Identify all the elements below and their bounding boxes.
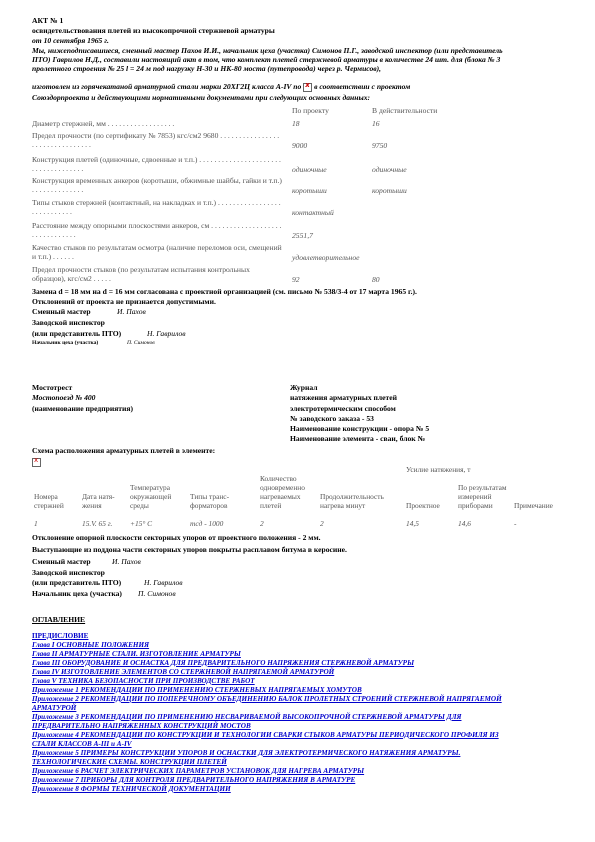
toc-link[interactable]: Приложение 5 ПРИМЕРЫ КОНСТРУКЦИИ УПОРОВ И ОСНАСТКИ ДЛЯ ЭЛЕКТРОТЕРМИЧЕСКОГО НАТЯЖЕНИЯ АРМАТУРЫ. ТЕХНОЛОГИЧЕСКИЕ СХЕМЫ. КОНСТРУКЦИИ ПЛЕТЕЙ: [32, 749, 461, 766]
broken-image-icon: [303, 83, 312, 92]
journal-title: Журнал: [290, 383, 318, 392]
toc-link[interactable]: Приложение 8 ФОРМЫ ТЕХНИЧЕСКОЙ ДОКУМЕНТАЦИИ: [32, 785, 231, 793]
journal-line-4: Наименование конструкции - опора № 5: [290, 424, 430, 433]
journal-line-3: № заводского заказа - 53: [290, 414, 374, 423]
toc-link[interactable]: Приложение 1 РЕКОМЕНДАЦИИ ПО ПРИМЕНЕНИЮ СТЕРЖНЕВЫХ НАПРЯГАЕМЫХ ХОМУТОВ: [32, 686, 362, 694]
act-row-project: 9000: [292, 141, 308, 150]
header-note: Примечание: [514, 500, 553, 510]
act-date: от 10 сентября 1965 г.: [32, 36, 109, 45]
sig-chief-name: П. Симонов: [127, 340, 155, 346]
toc-list: [32, 632, 512, 794]
act-row-actual: коротыши: [372, 186, 407, 195]
act-row-actual: 9750: [372, 141, 388, 150]
replacement-note: Замена d = 18 мм на d = 16 мм согласована с проектной организацией (см. письмо № 538/3-4 от 17 марта 1965 г.).: [32, 287, 417, 296]
j-sig-inspector-sub: (или представитель ПТО): [32, 578, 122, 587]
act-title: АКТ № 1: [32, 16, 64, 25]
journal-org: Мостотрест: [32, 383, 73, 392]
j-sig-chief-name: П. Симонов: [138, 589, 176, 598]
j-sig-master-name: И. Пахов: [112, 557, 141, 566]
journal-table: [32, 466, 572, 529]
act-row-label: Расстояние между опорными плоскостями анкеров, см . . . . . . . . . . . . . . . . . . . . . . . . . . . . . . .: [32, 221, 282, 240]
sig-inspector-label: Заводской инспектор: [32, 318, 105, 327]
act-row-project: 2551,7: [292, 231, 313, 240]
sig-inspector-sub: (или представитель ПТО): [32, 329, 122, 338]
toc-link[interactable]: Глава I ОСНОВНЫЕ ПОЛОЖЕНИЯ: [32, 641, 150, 649]
act-row-project: 92: [292, 275, 300, 284]
protrusion-note: Выступающие из поддона части секторных упоров покрыты расплавом битума в керосине.: [32, 545, 347, 554]
header-date: Дата натя-жения: [82, 491, 115, 510]
journal-line-2: электротермическим способом: [290, 404, 396, 413]
toc-link[interactable]: Глава II АРМАТУРНЫЕ СТАЛИ. ИЗГОТОВЛЕНИЕ АРМАТУРЫ: [32, 650, 241, 658]
sig-master-label: Сменный мастер: [32, 307, 91, 316]
sig-inspector-name: Н. Гаврилов: [147, 329, 186, 338]
act-row-project: одиночные: [292, 165, 327, 174]
toc-link[interactable]: Глава V ТЕХНИКА БЕЗОПАСНОСТИ ПРИ ПРОИЗВОДСТВЕ РАБОТ: [32, 677, 255, 685]
act-paragraph-2: изготовлен из горячекатаной арматурной стали марки 20ХГ2Ц класса А-IV по x в соответствии с проектом: [32, 82, 410, 92]
act-row-label: Качество стыков по результатам осмотра (наличие переломов оси, смещений и т.п.) . . . . . .: [32, 243, 282, 262]
act-row-actual: одиночные: [372, 165, 407, 174]
sig-chief-label: Начальник цеха (участка): [32, 340, 99, 346]
toc-link[interactable]: Приложение 4 РЕКОМЕНДАЦИИ ПО КОНСТРУКЦИИ И ТЕХНОЛОГИИ СВАРКИ СТЫКОВ АРМАТУРЫ ПЕРИОДИЧЕСКОГО ПРОФИЛЯ ИЗ СТАЛИ КЛАССОВ A-III и A-IV: [32, 731, 499, 748]
toc-link[interactable]: Приложение 2 РЕКОМЕНДАЦИИ ПО ПОПЕРЕЧНОМУ ОБЪЕДИНЕНИЮ БАЛОК ПРОЛЕТНЫХ СТРОЕНИЙ СТЕРЖНЕВОЙ НАПРЯГАЕМОЙ АРМАТУРОЙ: [32, 695, 502, 712]
toc-link[interactable]: Глава IV ИЗГОТОВЛЕНИЕ ЭЛЕМЕНТОВ СО СТЕРЖНЕВОЙ НАПРЯГАЕМОЙ АРМАТУРОЙ: [32, 668, 335, 676]
header-duration: Продолжительность нагрева минут: [320, 491, 384, 510]
act-row-actual: 16: [372, 119, 380, 128]
j-sig-inspector-name: Н. Гаврилов: [144, 578, 183, 587]
toc-heading: ОГЛАВЛЕНИЕ: [32, 615, 86, 624]
scheme-label: Схема расположения арматурных плетей в элементе:: [32, 446, 216, 455]
act-row-label: Конструкция плетей (одиночные, сдвоенные и т.п.) . . . . . . . . . . . . . . . . . . . . . . . . . . . . . . . . . . . .: [32, 155, 281, 174]
act-paragraph-1: Мы, нижеподписавшиеся, сменный мастер Пахов И.И., начальник цеха (участка) Симонов П.Г., заводской инспектор (или представитель ПТО) Гаврилов Н.Д., составили настоящий акт в том, что комплект плетей стержневой арматуры в количестве 24 шт. для (блока № 3 пролетного строения № 25 l = 24 м под нагрузку Н-30 и НК-80 моста (путепровода) через р. Чермисов),: [32, 46, 503, 74]
header-temp: Температура окружающей среды: [130, 482, 172, 510]
header-transformer: Типы транс-форматоров: [190, 491, 230, 510]
act-row-project: удовлетворительное: [292, 253, 360, 262]
act-paragraph-3: Союздорпроекта и действующими нормативными документами при следующих основных данных:: [32, 93, 371, 102]
act-row-label: Предел прочности (по сертификату № 7853) кгс/см2 9680 . . . . . . . . . . . . . . . . . . . . . . . . . . . . . . . .: [32, 131, 280, 150]
force-header: Усилие натяжения, т: [406, 465, 471, 474]
act-row-label: Диаметр стержней, мм . . . . . . . . . . . . . . . . . .: [32, 119, 175, 128]
toc-link[interactable]: Глава III ОБОРУДОВАНИЕ И ОСНАСТКА ДЛЯ ПРЕДВАРИТЕЛЬНОГО НАПРЯЖЕНИЯ СТЕРЖНЕВОЙ АРМАТУРЫ: [32, 659, 415, 667]
toc-link[interactable]: ПРЕДИСЛОВИЕ: [32, 632, 89, 640]
j-sig-inspector-label: Заводской инспектор: [32, 568, 105, 577]
header-proj: Проектное: [406, 500, 440, 510]
header-num: Номера стержней: [34, 491, 64, 510]
act-row-label: Предел прочности стыков (по результатам испытания контрольных образцов), кгс/см2 . . . . .: [32, 265, 250, 284]
toc-link[interactable]: Приложение 6 РАСЧЕТ ЭЛЕКТРИЧЕСКИХ ПАРАМЕТРОВ УСТАНОВОК ДЛЯ НАГРЕВА АРМАТУРЫ: [32, 767, 365, 775]
sig-master-name: И. Пахов: [117, 307, 146, 316]
toc-link[interactable]: Приложение 7 ПРИБОРЫ ДЛЯ КОНТРОЛЯ ПРЕДВАРИТЕЛЬНОГО НАПРЯЖЕНИЯ В АРМАТУРЕ: [32, 776, 356, 784]
j-sig-master-label: Сменный мастер: [32, 557, 91, 566]
j-sig-chief-label: Начальник цеха (участка): [32, 589, 122, 598]
act-row-actual: 80: [372, 275, 380, 284]
column-actual: В действительности: [372, 106, 438, 115]
deviation-note: Отклонений от проекта не признается допустимыми.: [32, 297, 216, 306]
support-deviation: Отклонение опорной плоскости секторных упоров от проектного положения - 2 мм.: [32, 533, 321, 542]
act-row-label: Типы стыков стержней (контактный, на накладках и т.п.) . . . . . . . . . . . . . . . . . . . . . . . . . . . .: [32, 198, 281, 217]
act-row-project: коротыши: [292, 186, 327, 195]
act-row-project: 18: [292, 119, 300, 128]
toc-link[interactable]: Приложение 3 РЕКОМЕНДАЦИИ ПО ПРИМЕНЕНИЮ НЕСВАРИВАЕМОЙ ВЫСОКОПРОЧНОЙ СТЕРЖНЕВОЙ АРМАТУРЫ ДЛЯ ПРЕДВАРИТЕЛЬНО НАПРЯЖЕННЫХ КОНСТРУКЦИЙ МОСТОВ: [32, 713, 462, 730]
act-row-label: Конструкция временных анкеров (коротыши, обжимные шайбы, гайки и т.п.) . . . . . . . . . . . . . .: [32, 176, 282, 195]
journal-plant-sub: (наименование предприятия): [32, 404, 134, 413]
journal-line-1: натяжения арматурных плетей: [290, 393, 398, 402]
journal-line-5: Наименование элемента - сваи, блок №: [290, 434, 426, 443]
act-row-project: контактный: [292, 208, 334, 217]
column-project: По проекту: [292, 106, 329, 115]
act-subtitle: освидетельствования плетей из высокопрочной стержневой арматуры: [32, 26, 275, 35]
header-results: По результатам измерений приборами: [458, 482, 507, 510]
journal-plant: Мостопоезд № 400: [32, 393, 96, 402]
header-count: Количество одновременно нагреваемых плетей: [260, 473, 305, 510]
table-row: 1 15.V. 65 г. +15° С тсд - 1000 2 2 14,5 14,6 -: [34, 519, 517, 529]
